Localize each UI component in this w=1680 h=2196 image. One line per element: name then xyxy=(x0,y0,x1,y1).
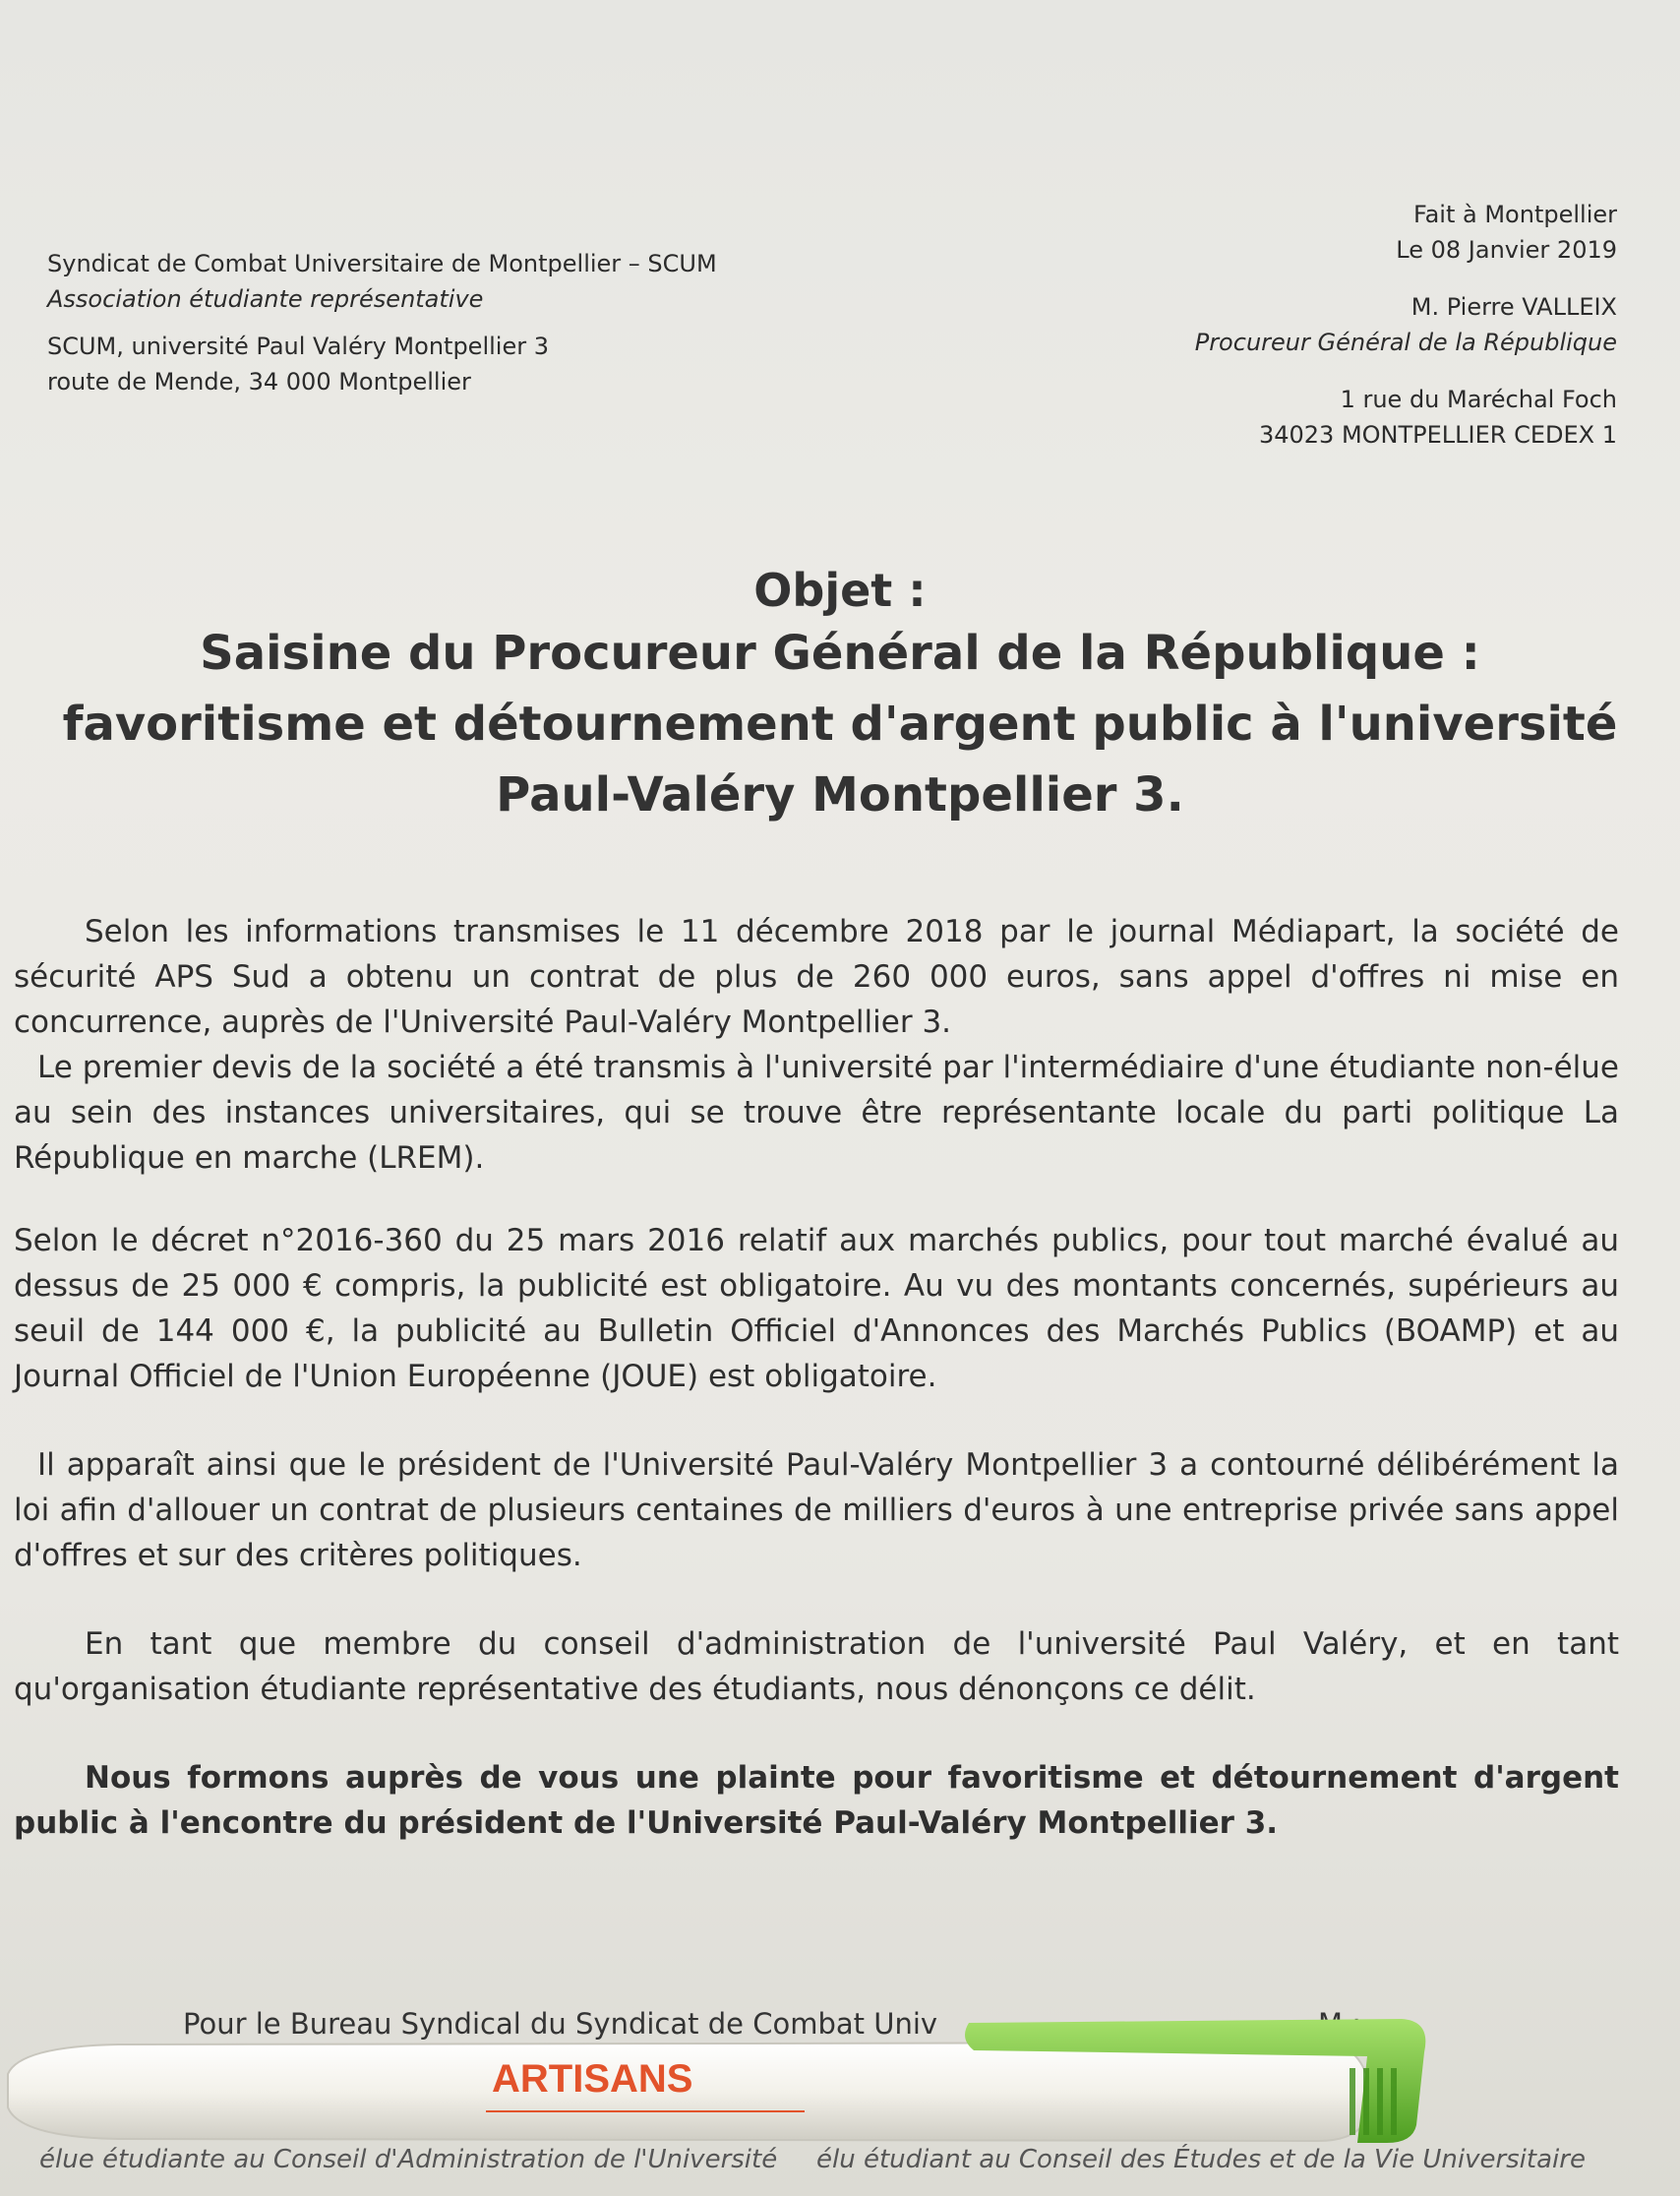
sender-address-line2: route de Mende, 34 000 Montpellier xyxy=(47,368,471,396)
recipient-name: M. Pierre VALLEIX xyxy=(1410,293,1617,321)
sender-block xyxy=(47,246,717,399)
paragraph-5: En tant que membre du conseil d'administration de l'université Paul Valéry, et en tant qu'organisation étudiante représentative des étudiants, nous dénonçons ce délit. xyxy=(14,1626,1619,1707)
date: Le 08 Janvier 2019 xyxy=(1396,236,1617,264)
sender-org-type: Association étudiante représentative xyxy=(47,285,484,313)
paragraph-2: Le premier devis de la société a été transmis à l'université par l'intermédiaire d'une étudiante non-élue au sein des instances universitaires, qui se trouve être représentante locale du parti politique La République en marche (LREM). xyxy=(14,1050,1619,1176)
object-block xyxy=(0,563,1680,830)
signatory-right-role: élu étudiant au Conseil des Études et de la Vie Universitaire xyxy=(816,2145,1586,2174)
paragraph-1: Selon les informations transmises le 11 décembre 2018 par le journal Médiapart, la société de sécurité APS Sud a obtenu un contrat de plus de 260 000 euros, sans appel d'offres ni mise en concurrence, auprès de l'Université Paul-Valéry Montpellier 3. xyxy=(14,914,1619,1040)
object-line-1: Saisine du Procureur Général de la République : xyxy=(200,626,1480,681)
object-label: Objet : xyxy=(753,564,927,617)
recipient-block xyxy=(1195,289,1617,360)
recipient-address-line1: 1 rue du Maréchal Foch xyxy=(1340,386,1617,413)
object-line-3: Paul-Valéry Montpellier 3. xyxy=(496,767,1184,823)
recipient-title: Procureur Général de la République xyxy=(1194,329,1617,356)
pen-photo xyxy=(0,2009,1456,2157)
paragraph-4: Il apparaît ainsi que le président de l'Université Paul-Valéry Montpellier 3 a contourné délibérément la loi afin d'allouer un contrat de plusieurs centaines de milliers d'euros à une entreprise privée sans appel d'offres et sur des critères politiques. xyxy=(14,1447,1619,1573)
date-place-block xyxy=(1396,197,1617,268)
object-line-2: favoritisme et détournement d'argent public à l'université xyxy=(62,697,1618,752)
sender-org-name: Syndicat de Combat Universitaire de Montpellier – SCUM xyxy=(47,250,717,277)
recipient-address xyxy=(1259,382,1617,453)
recipient-address-line2: 34023 MONTPELLIER CEDEX 1 xyxy=(1258,421,1617,449)
pen-brand-text: ARTISANS xyxy=(492,2057,693,2101)
signatory-left-role: élue étudiante au Conseil d'Administration de l'Université xyxy=(39,2145,778,2174)
signature-line: Pour le Bureau Syndical du Syndicat de Combat Univ xyxy=(183,2007,938,2041)
paragraph-6: Nous formons auprès de vous une plainte pour favoritisme et détournement d'argent public à l'encontre du président de l'Université Paul-Valéry Montpellier 3. xyxy=(14,1760,1619,1841)
paragraph-3: Selon le décret n°2016-360 du 25 mars 2016 relatif aux marchés publics, pour tout marché évalué au dessus de 25 000 € compris, la publicité est obligatoire. Au vu des montants concernés, supérieurs au seuil de 144 000 €, la publicité au Bulletin Officiel d'Annonces des Marchés Publics (BOAMP) et au Journal Officiel de l'Union Européenne (JOUE) est obligatoire. xyxy=(14,1223,1619,1394)
sender-address-line1: SCUM, université Paul Valéry Montpellier 3 xyxy=(47,333,549,360)
place: Fait à Montpellier xyxy=(1413,201,1617,228)
letter-body xyxy=(14,909,1619,1846)
